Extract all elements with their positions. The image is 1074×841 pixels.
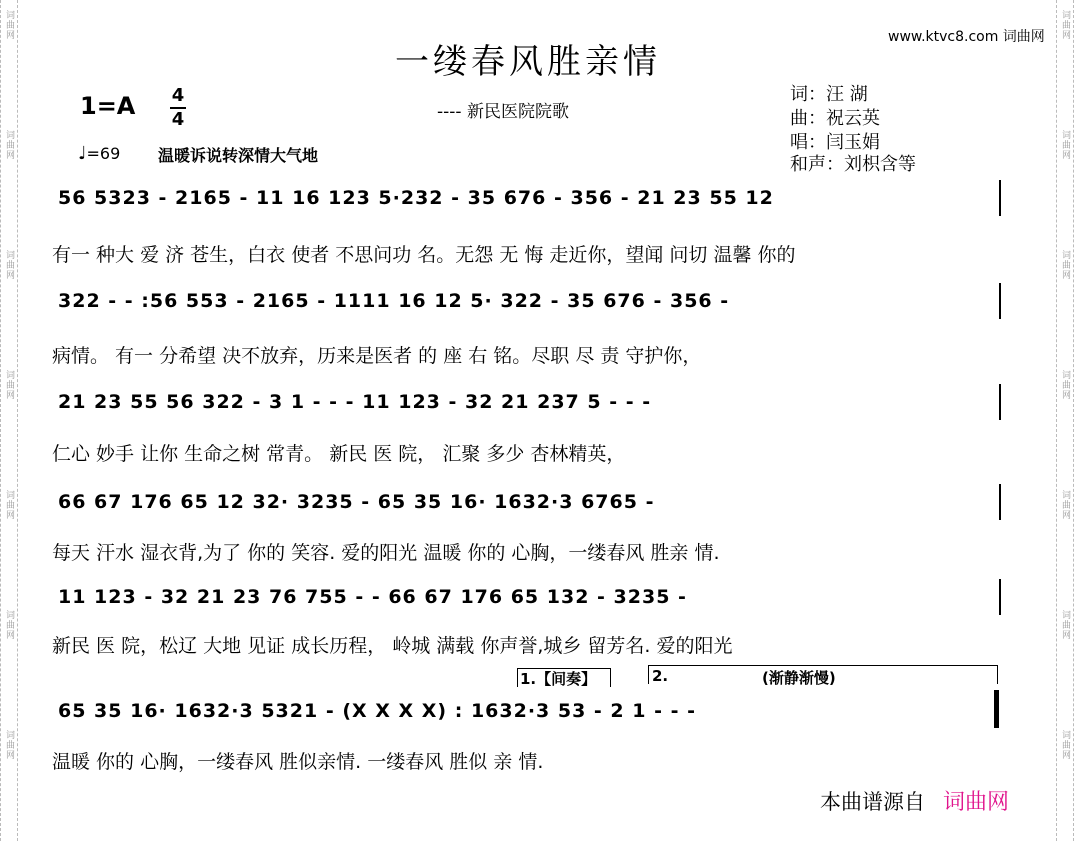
expression-marking: 温暖诉说转深情大气地: [158, 146, 319, 165]
notation-line: 56 5323 - 2165 - 11 16 123 5·232 - 35 676 - 356 - 21 23 55 12: [58, 187, 774, 209]
tempo-marking: [78, 143, 120, 164]
singer-credit: 唱：闫玉娟: [790, 132, 880, 153]
notation-line: 11 123 - 32 21 23 76 755 - - 66 67 176 65 132 - 3235 -: [58, 586, 687, 608]
composer-credit: 曲：祝云英: [790, 108, 880, 129]
final-barline: [994, 690, 999, 728]
barline: [999, 384, 1001, 420]
time-signature-top: 4: [171, 85, 185, 106]
side-watermark: 词曲网: [4, 610, 14, 640]
side-watermark: 词曲网: [4, 250, 14, 280]
volta-second: 2.: [652, 667, 669, 685]
source-credit: [820, 785, 1009, 816]
side-watermark: 词曲网: [4, 130, 14, 160]
tempo-value: =69: [86, 144, 121, 163]
time-signature: [170, 86, 186, 130]
lyric-line: 病情。 有一 分希望 决不放弃，历来是医者 的 座 右 铭。尽职 尽 责 守护你，: [52, 345, 702, 367]
side-watermark: 词曲网: [1060, 610, 1070, 640]
lyricist-credit: 词：汪 湖: [790, 84, 868, 105]
watermark-site: www.ktvc8.com 词曲网: [888, 29, 1045, 45]
barline: [999, 579, 1001, 615]
lyric-line: 新民 医 院，松辽 大地 见证 成长历程， 岭城 满载 你声誉,城乡 留芳名. 爱的阳光: [52, 635, 733, 657]
quarter-note-icon: ♩: [78, 143, 87, 164]
side-watermark: 词曲网: [4, 730, 14, 760]
song-title: 一缕春风胜亲情: [395, 42, 661, 82]
right-watermark-strip: [1056, 0, 1074, 841]
side-watermark: 词曲网: [4, 370, 14, 400]
lyric-line: 有一 种大 爱 济 苍生，白衣 使者 不思问功 名。无怨 无 悔 走近你，望闻 问切 温馨 你的: [52, 244, 796, 266]
key-signature: 1=A: [80, 92, 136, 120]
lyric-line: 每天 汗水 湿衣背,为了 你的 笑容. 爱的阳光 温暖 你的 心胸，一缕春风 胜亲 情.: [52, 542, 720, 564]
volta-first: 1.【间奏】: [520, 670, 597, 688]
side-watermark: 词曲网: [1060, 370, 1070, 400]
barline: [999, 283, 1001, 319]
expression-slowing: (渐静渐慢): [762, 669, 836, 687]
source-site-link[interactable]: 词曲网: [943, 790, 1010, 815]
lyric-line: 仁心 妙手 让你 生命之树 常青。 新民 医 院， 汇聚 多少 杏林精英，: [52, 443, 626, 465]
side-watermark: 词曲网: [1060, 490, 1070, 520]
side-watermark: 词曲网: [1060, 730, 1070, 760]
barline: [999, 484, 1001, 520]
barline: [999, 180, 1001, 216]
side-watermark: 词曲网: [1060, 130, 1070, 160]
side-watermark: 词曲网: [4, 490, 14, 520]
harmony-credit: 和声：刘枳含等: [790, 154, 916, 175]
side-watermark: 词曲网: [1060, 250, 1070, 280]
source-label: 本曲谱源自: [820, 790, 925, 814]
time-signature-bottom: 4: [171, 109, 185, 130]
notation-line: 66 67 176 65 12 32· 3235 - 65 35 16· 1632·3 6765 -: [58, 491, 655, 513]
notation-line: 322 - - :56 553 - 2165 - 1111 16 12 5· 322 - 35 676 - 356 -: [58, 290, 730, 312]
side-watermark: 词曲网: [1060, 10, 1070, 40]
notation-line: 21 23 55 56 322 - 3 1 - - - 11 123 - 32 21 237 5 - - -: [58, 391, 652, 413]
notation-line: 65 35 16· 1632·3 5321 - (X X X X) : 1632·3 53 - 2 1 - - -: [58, 700, 696, 722]
side-watermark: 词曲网: [4, 10, 14, 40]
lyric-line: 温暖 你的 心胸，一缕春风 胜似亲情. 一缕春风 胜似 亲 情.: [52, 751, 544, 773]
left-watermark-strip: [0, 0, 18, 841]
subtitle: ---- 新民医院院歌: [437, 102, 569, 122]
